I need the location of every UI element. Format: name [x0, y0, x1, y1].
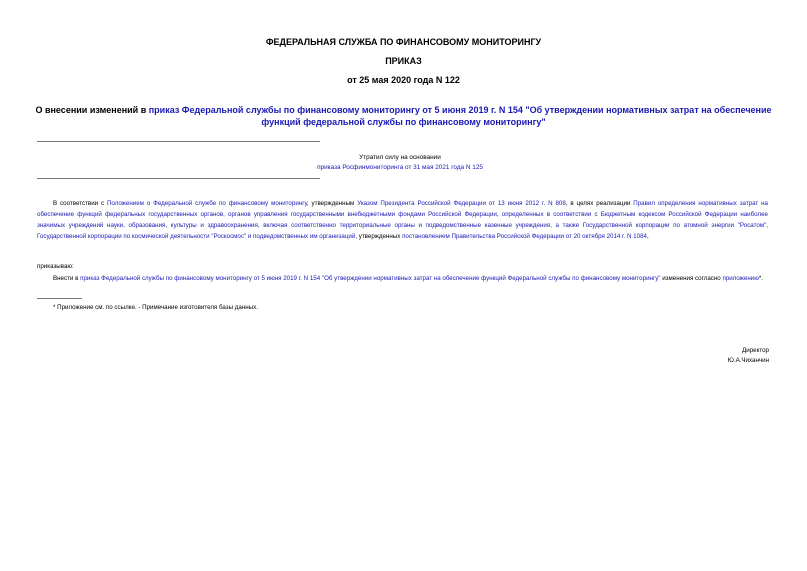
preamble-paragraph — [37, 198, 768, 242]
title-prefix: О внесении изменений в — [35, 105, 149, 115]
preamble-text: , — [646, 233, 649, 240]
resolution-link[interactable]: постановлением Правительства Российской Федерации от 20 октября 2014 г. N 1084 — [402, 233, 647, 240]
status-note — [200, 153, 600, 173]
preamble-text: В соответствии с — [53, 200, 107, 207]
order-text: Внести в — [53, 275, 81, 282]
appendix-link[interactable]: приложению — [722, 275, 759, 282]
preamble-text: , утвержденным — [306, 200, 358, 207]
agency-heading: ФЕДЕРАЛЬНАЯ СЛУЖБА ПО ФИНАНСОВОМУ МОНИТОРИНГУ — [265, 37, 542, 47]
title-link[interactable]: приказ Федеральной службы по финансовому мониторингу от 5 июня 2019 г. N 154 "Об утверждении нормативных затрат на обеспечение функций федеральной службы по финансовому мониторингу" — [148, 105, 772, 127]
preamble-text: , утвержденных — [355, 233, 403, 240]
date-number-heading: от 25 мая 2020 года N 122 — [347, 75, 460, 85]
document-title — [30, 104, 777, 128]
signature-position: Директор — [742, 347, 769, 354]
status-line: Утратил силу на основании — [359, 154, 441, 161]
preamble-text: , в целях реализации — [565, 200, 634, 207]
status-link[interactable]: приказа Росфинмониторинга от 31 мая 2021 года N 125 — [317, 164, 483, 171]
signature-name: Ю.А.Чиханчин — [727, 357, 769, 364]
regulation-link[interactable]: Положением о Федеральной службе по финансовому мониторингу — [106, 200, 307, 207]
status-divider-top — [37, 141, 320, 142]
status-divider-bottom — [37, 178, 320, 179]
decree-link[interactable]: Указом Президента Российской Федерации от 13 июня 2012 г. N 808 — [357, 200, 566, 207]
order-link[interactable]: приказ Федеральной службы по финансовому мониторингу от 5 июня 2019 г. N 154 "Об утверждении нормативных затрат на обеспечение функций Федеральной службы по финансовому мониторингу" — [80, 275, 661, 282]
footnote-divider — [37, 298, 82, 299]
order-text: *. — [758, 275, 764, 282]
order-text: изменения согласно — [660, 275, 723, 282]
doc-type-heading: ПРИКАЗ — [385, 56, 422, 66]
ordered-label: приказываю: — [37, 263, 74, 270]
order-paragraph — [37, 273, 768, 284]
footnote: * Приложение см. по ссылке. - Примечание изготовителя базы данных. — [53, 304, 258, 311]
rules-link[interactable]: Правил определения нормативных затрат на обеспечение функций федеральных государственных органов, органов управления государственными внебюджетными фондами Российской Федерации, определенных в соответствии с Бюджетным кодексом Российской Федерации наиболее значимых учреждений науки, образования, культуры и здравоохранения, включая соответственно территориальные органы и подведомственные казенные учреждения, а также Государственной корпорации по атомной энергии "Росатом", Государственной корпорации по космической деятельности "Роскосмос" и подведомственных им организаций — [37, 200, 768, 240]
